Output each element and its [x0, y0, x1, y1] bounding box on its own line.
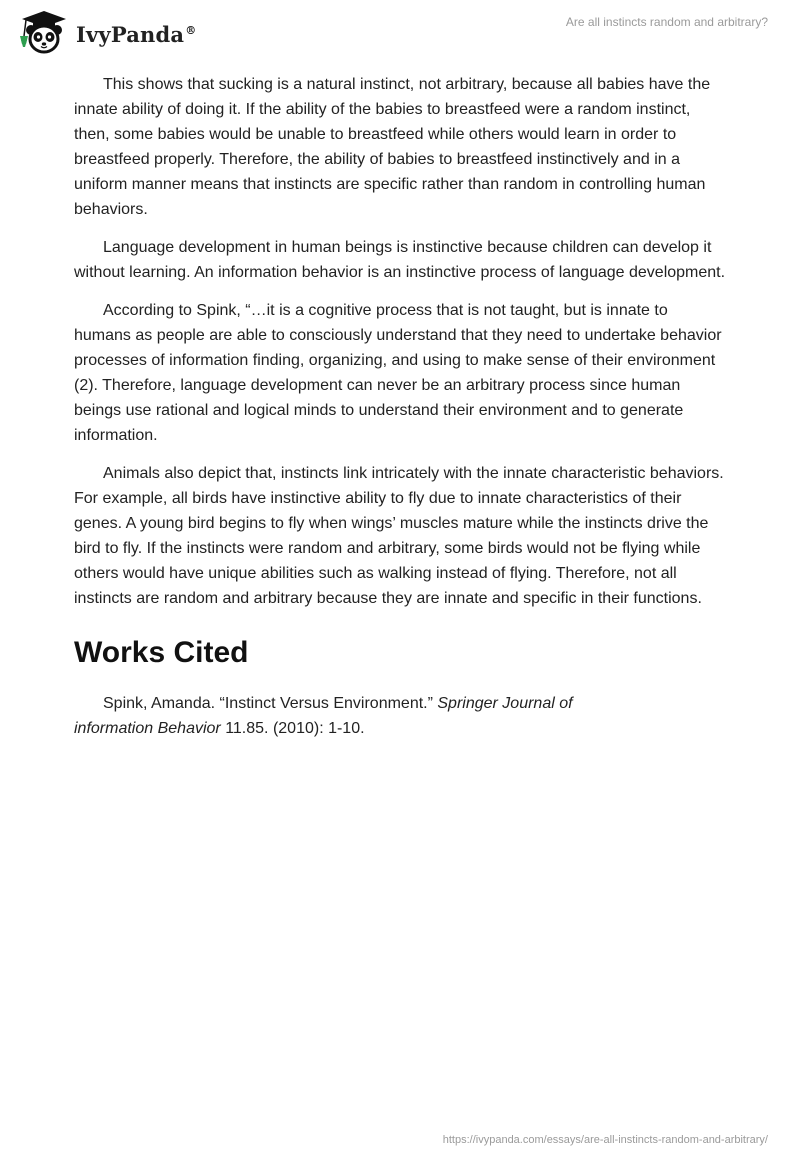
ivypanda-logo[interactable] — [14, 8, 196, 56]
citation-journal: Springer Journal of information Behavior — [74, 695, 573, 737]
source-url-link[interactable]: https://ivypanda.com/essays/are-all-instincts-random-and-arbitrary/ — [442, 1134, 768, 1146]
panda-graduation-cap-icon — [14, 8, 70, 56]
body-paragraph: Language development in human beings is instinctive because children can develop it without learning. An information behavior is an instinctive process of language development. — [74, 239, 726, 281]
citation-author-title: Spink, Amanda. “Instinct Versus Environment.” — [103, 695, 438, 712]
logo-wordmark: IvyPanda® — [76, 21, 197, 47]
essay-content — [74, 72, 726, 741]
body-paragraph: Animals also depict that, instincts link intricately with the innate characteristic behaviors. For example, all birds have instinctive ability to fly due to innate characteristics of their genes. A young bird begins to fly when wings’ muscles mature while the instincts drive the bird to fly. If the instincts were random and arbitrary, some birds would not be flying while others would have unique abilities such as walking instead of flying. Therefore, not all instincts are random and arbitrary because they are innate and specific in their functions. — [74, 465, 724, 607]
page-header — [0, 0, 800, 64]
body-paragraph: According to Spink, “…it is a cognitive process that is not taught, but is innate to humans as people are able to consciously understand that they need to undertake behavior processes of information finding, organizing, and using to make sense of their environment (2). Therefore, language development can never be an arbitrary process since human beings use rational and logical minds to understand their environment and to generate information. — [74, 302, 722, 444]
citation-details: 11.85. (2010): 1-10. — [220, 720, 365, 737]
body-paragraph: This shows that sucking is a natural instinct, not arbitrary, because all babies have the innate ability of doing it. If the ability of the babies to breastfeed were a random instinct, then, some babies would be unable to breastfeed while others would learn in order to breastfeed properly. Therefore, the ability of babies to breastfeed instinctively and in a uniform manner means that instincts are specific rather than random in controlling human behaviors. — [74, 76, 711, 218]
document-title: Are all instincts random and arbitrary? — [565, 15, 768, 29]
registered-mark: ® — [185, 23, 197, 37]
works-cited-heading: Works Cited — [74, 636, 249, 669]
citation-entry — [74, 691, 634, 741]
